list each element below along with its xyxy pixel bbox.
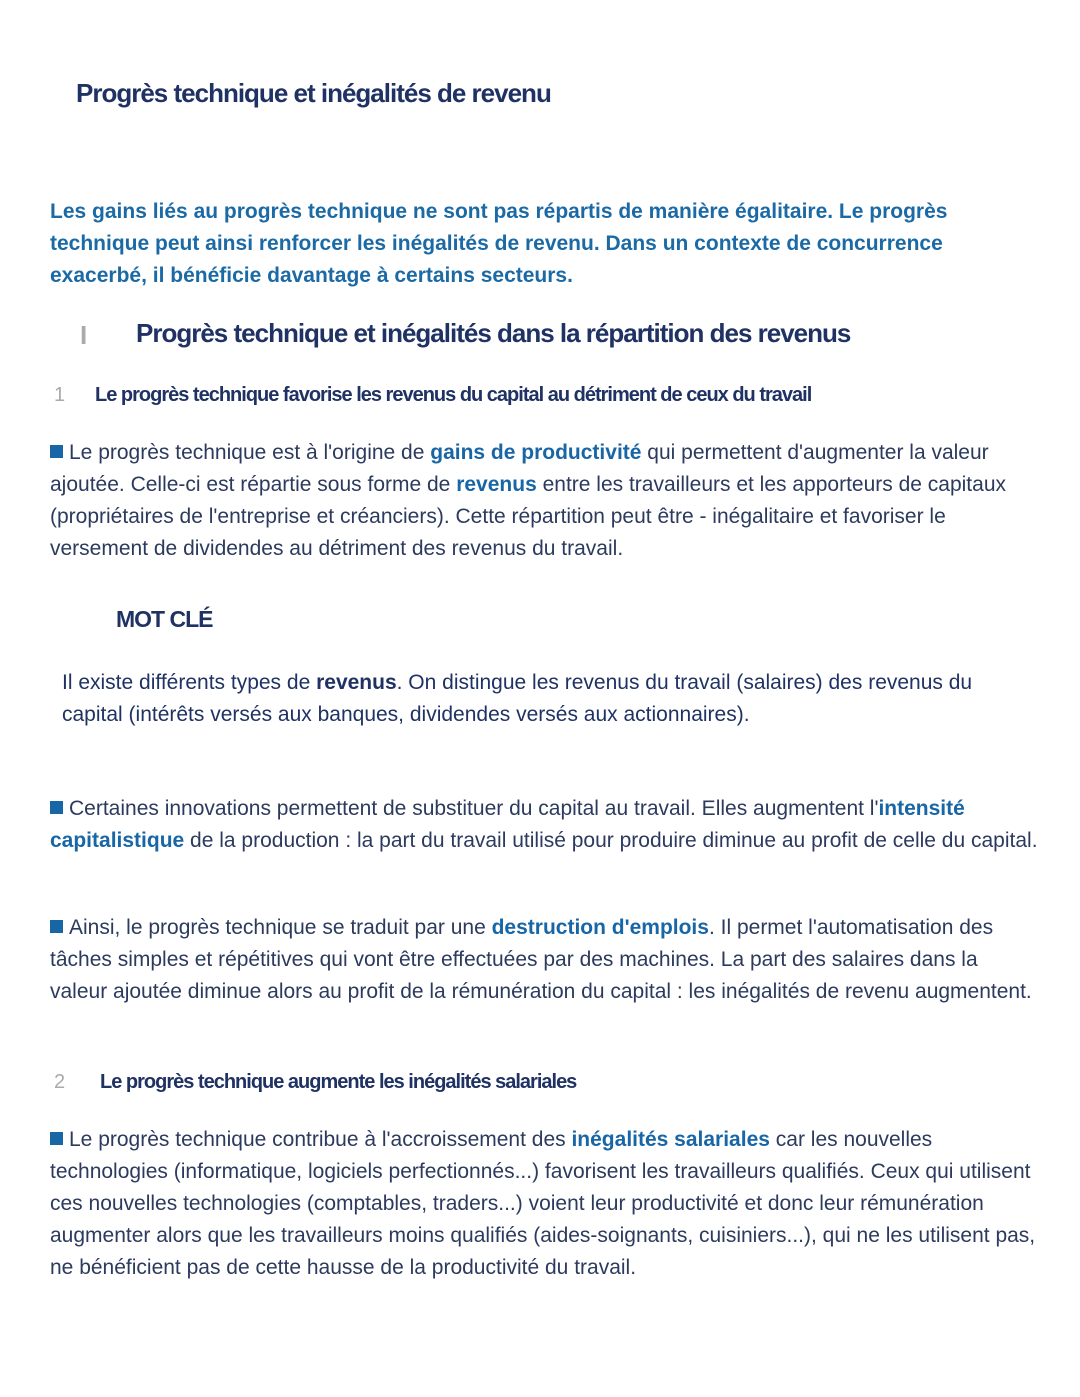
bullet-icon <box>50 801 63 814</box>
text: Ainsi, le progrès technique se traduit par une <box>69 916 492 939</box>
highlight: revenus <box>456 473 537 496</box>
paragraph <box>50 1124 1040 1284</box>
keyword-label: MOT CLÉ <box>116 606 213 632</box>
subsection-title: Le progrès technique favorise les revenus du capital au détriment de ceux du travail <box>95 384 812 406</box>
text: de la production : la part du travail utilisé pour produire diminue au profit de celle du capital. <box>184 829 1038 852</box>
subsection-number: 1 <box>54 384 66 406</box>
text: . On distingue les revenus du travail (salaires) des revenus du capital (intérêts versés aux banques, dividendes versés aux actionnaires). <box>62 671 973 726</box>
text: Le progrès technique contribue à l'accroissement des <box>69 1128 572 1151</box>
paragraph <box>50 912 1040 1008</box>
page-title: Progrès technique et inégalités de revenu <box>76 78 551 108</box>
subsection-number: 2 <box>54 1071 66 1093</box>
bullet-icon <box>50 920 63 933</box>
keyword: revenus <box>316 671 397 694</box>
text: Le progrès technique est à l'origine de <box>69 441 431 464</box>
text: qui permettent d'augmenter la valeur ajoutée. Celle-ci est répartie sous forme de <box>50 441 989 496</box>
subsection-title: Le progrès technique augmente les inégalités salariales <box>100 1071 577 1093</box>
bullet-icon <box>50 445 63 458</box>
paragraph <box>50 793 1040 857</box>
text: entre les travailleurs et les apporteurs de capitaux (propriétaires de l'entreprise et créanciers). Cette répartition peut être - inégalitaire et favoriser le versement de dividendes au détriment des revenus du travail. <box>50 473 1006 560</box>
text: . Il permet l'automatisation des tâches simples et répétitives qui vont être effectuées par des machines. La part des salaires dans la valeur ajoutée diminue alors au profit de la rémunération du capital : les inégalités de revenu augmentent. <box>50 916 1032 1003</box>
intro-paragraph: Les gains liés au progrès technique ne sont pas répartis de manière égalitaire. Le progrès technique peut ainsi renforcer les inégalités de revenu. Dans un contexte de concurrence exacerbé, il bénéficie davantage à certains secteurs. <box>50 200 948 287</box>
highlight: destruction d'emplois <box>491 916 709 939</box>
text: Il existe différents types de <box>62 671 317 694</box>
text: Certaines innovations permettent de substituer du capital au travail. Elles augmentent l' <box>69 797 879 820</box>
bullet-icon <box>50 1132 63 1145</box>
section-title: Progrès technique et inégalités dans la répartition des revenus <box>136 318 851 348</box>
paragraph <box>50 437 1040 565</box>
section-number: I <box>80 320 88 350</box>
text: car les nouvelles technologies (informatique, logiciels perfectionnés...) favorisent les travailleurs qualifiés. Ceux qui utilisent ces nouvelles technologies (comptables, traders...) voient leur productivité et donc leur rémunération augmenter alors que les travailleurs moins qualifiés (aides-soignants, cuisiniers...), qui ne les utilisent pas, ne bénéficient pas de cette hausse de la productivité du travail. <box>50 1128 1036 1279</box>
highlight: gains de productivité <box>430 441 642 464</box>
highlight: intensité capitalistique <box>50 797 965 852</box>
keyword-definition <box>62 667 1022 731</box>
highlight: inégalités salariales <box>571 1128 770 1151</box>
